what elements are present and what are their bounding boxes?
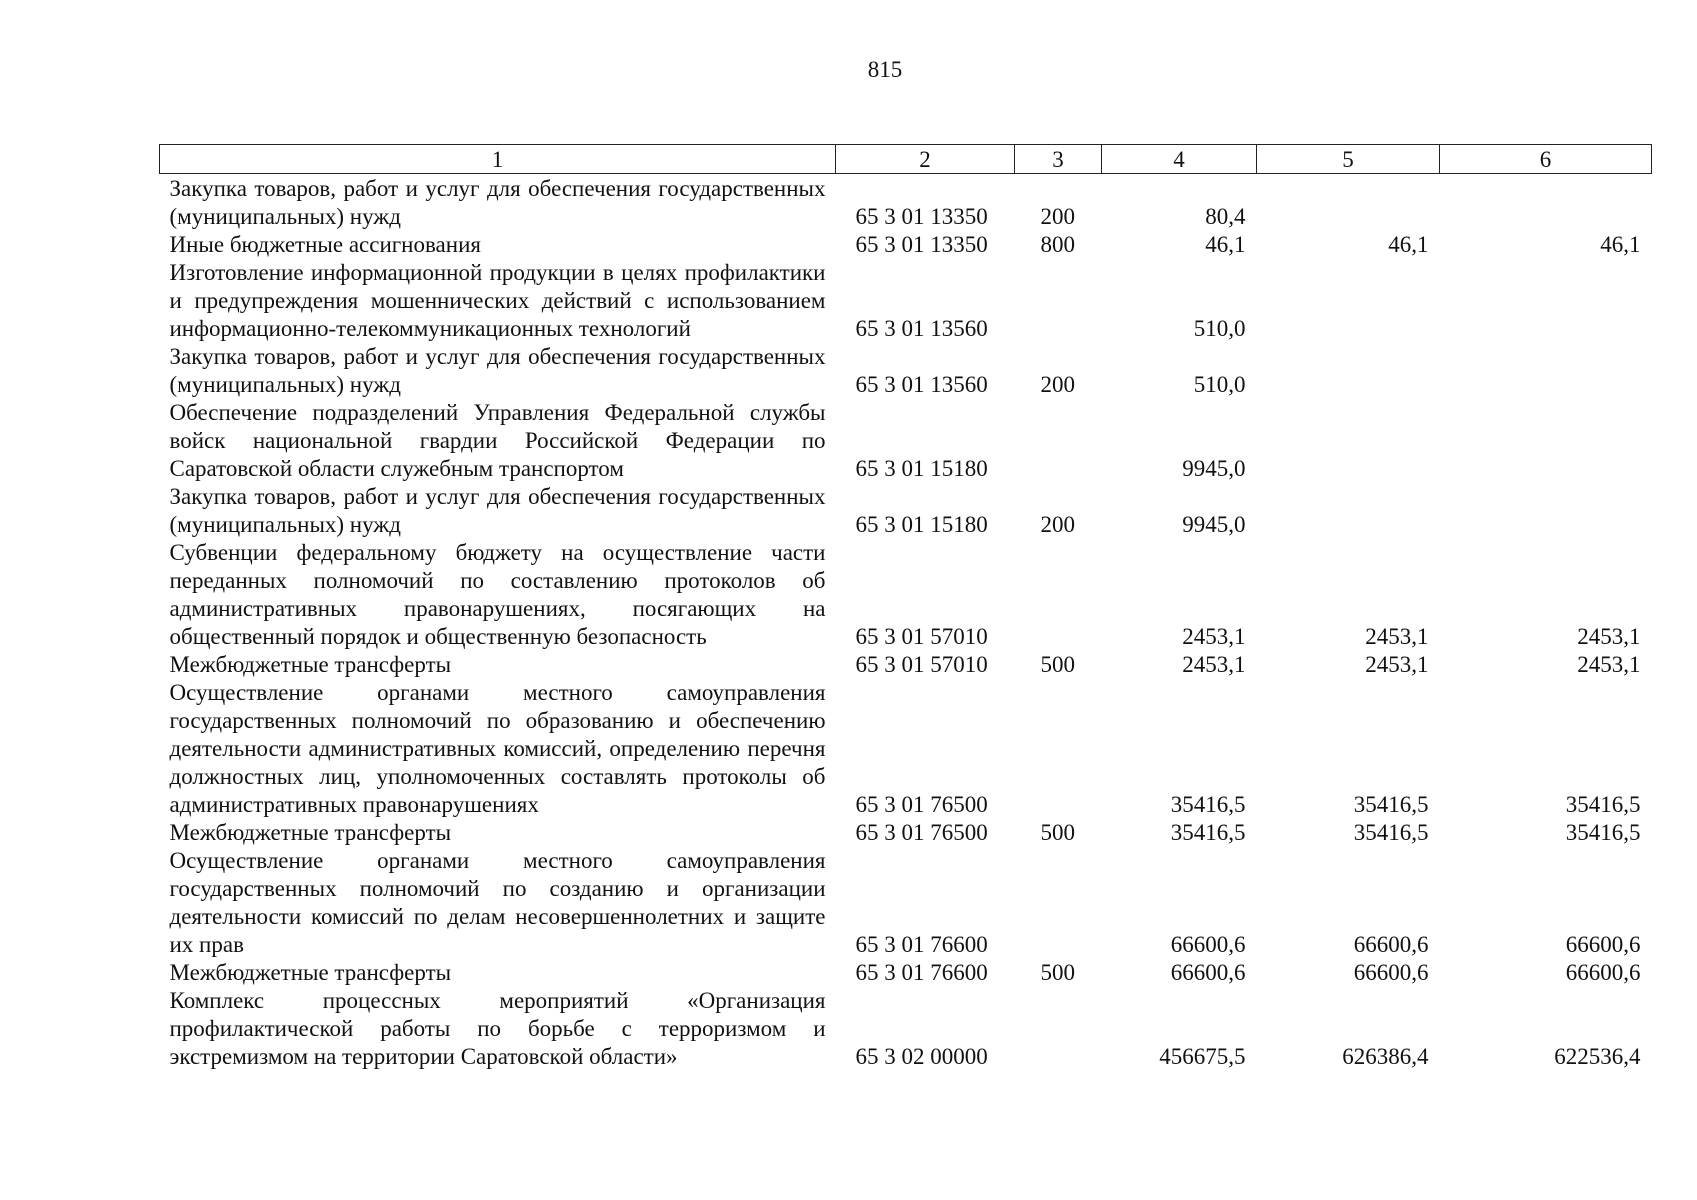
row-code: 65 3 01 15180 xyxy=(855,456,988,481)
row-expense-type: 500 xyxy=(1040,960,1075,985)
row-name: Закупка товаров, работ и услуг для обеспечения государственных (муниципальных) нужд xyxy=(169,484,826,537)
header-col-3: 3 xyxy=(1015,145,1102,174)
header-row xyxy=(160,145,1652,174)
row-value-col6: 622536,4 xyxy=(1554,1044,1641,1069)
row-name: Комплекс процессных мероприятий «Организация профилактической работы по борьбе с терроризмом и экстремизмом на территории Саратовской области» xyxy=(169,988,826,1069)
table-row xyxy=(160,343,1652,399)
table-row xyxy=(160,399,1652,483)
row-value-col6 xyxy=(1440,174,1652,232)
row-value-col6: 66600,6 xyxy=(1565,960,1641,985)
table-row xyxy=(160,174,1652,232)
header-col-2: 2 xyxy=(836,145,1015,174)
row-value-col4: 66600,6 xyxy=(1170,932,1246,957)
table-row xyxy=(160,231,1652,259)
row-name: Межбюджетные трансферты xyxy=(169,960,452,985)
row-expense-type: 500 xyxy=(1040,652,1075,677)
row-value-col5 xyxy=(1257,343,1440,399)
header-col-5: 5 xyxy=(1257,145,1440,174)
row-code: 65 3 01 76600 xyxy=(855,960,988,985)
row-expense-type xyxy=(1015,539,1102,651)
row-value-col4: 80,4 xyxy=(1205,204,1246,229)
row-value-col5: 46,1 xyxy=(1388,232,1429,257)
row-value-col4: 2453,1 xyxy=(1182,624,1246,649)
row-value-col5: 2453,1 xyxy=(1365,624,1429,649)
row-value-col5: 66600,6 xyxy=(1353,932,1429,957)
row-value-col5 xyxy=(1257,259,1440,343)
row-expense-type xyxy=(1015,847,1102,959)
row-value-col5: 35416,5 xyxy=(1353,792,1429,817)
row-name: Субвенции федеральному бюджету на осуществление части переданных полномочий по составлению протоколов об административных правонарушениях, посягающих на общественный порядок и общественную безопасность xyxy=(169,540,826,649)
row-expense-type xyxy=(1015,679,1102,819)
table-row xyxy=(160,847,1652,959)
row-name: Межбюджетные трансферты xyxy=(169,652,452,677)
row-value-col5 xyxy=(1257,174,1440,232)
row-name: Межбюджетные трансферты xyxy=(169,820,452,845)
row-value-col6: 2453,1 xyxy=(1577,652,1641,677)
row-name: Осуществление органами местного самоуправления государственных полномочий по созданию и организации деятельности комиссий по делам несовершеннолетних и защите их прав xyxy=(169,848,826,957)
row-value-col6 xyxy=(1440,259,1652,343)
table-body xyxy=(160,174,1652,1072)
header-col-1: 1 xyxy=(160,145,836,174)
row-value-col4: 35416,5 xyxy=(1170,820,1246,845)
row-value-col6: 2453,1 xyxy=(1577,624,1641,649)
row-expense-type: 200 xyxy=(1040,204,1075,229)
row-value-col4: 66600,6 xyxy=(1170,960,1246,985)
row-value-col4: 510,0 xyxy=(1193,316,1246,341)
row-code: 65 3 01 15180 xyxy=(855,512,988,537)
row-value-col6: 46,1 xyxy=(1600,232,1641,257)
row-value-col5: 626386,4 xyxy=(1342,1044,1429,1069)
row-value-col4: 9945,0 xyxy=(1182,456,1246,481)
row-code: 65 3 01 57010 xyxy=(855,652,988,677)
page-number: 815 xyxy=(867,57,903,82)
row-name: Иные бюджетные ассигнования xyxy=(169,232,481,257)
table-row xyxy=(160,819,1652,847)
row-value-col6: 35416,5 xyxy=(1565,820,1641,845)
row-code: 65 3 01 13350 xyxy=(855,232,988,257)
row-code: 65 3 02 00000 xyxy=(855,1044,988,1069)
row-expense-type: 800 xyxy=(1040,232,1075,257)
row-value-col6: 66600,6 xyxy=(1565,932,1641,957)
row-name: Обеспечение подразделений Управления Федеральной службы войск национальной гвардии Российской Федерации по Саратовской области служебным транспортом xyxy=(169,400,826,481)
row-value-col5 xyxy=(1257,399,1440,483)
table-row xyxy=(160,483,1652,539)
row-value-col5: 66600,6 xyxy=(1353,960,1429,985)
row-value-col6: 35416,5 xyxy=(1565,792,1641,817)
row-code: 65 3 01 57010 xyxy=(855,624,988,649)
row-name: Закупка товаров, работ и услуг для обеспечения государственных (муниципальных) нужд xyxy=(169,176,826,229)
row-code: 65 3 01 76500 xyxy=(855,820,988,845)
row-expense-type xyxy=(1015,399,1102,483)
row-value-col4: 46,1 xyxy=(1205,232,1246,257)
row-value-col5 xyxy=(1257,483,1440,539)
row-code: 65 3 01 13560 xyxy=(855,372,988,397)
header-col-4: 4 xyxy=(1102,145,1257,174)
row-code: 65 3 01 76500 xyxy=(855,792,988,817)
row-value-col5: 35416,5 xyxy=(1353,820,1429,845)
row-value-col5: 2453,1 xyxy=(1365,652,1429,677)
table-row xyxy=(160,959,1652,987)
row-value-col6 xyxy=(1440,343,1652,399)
table-row xyxy=(160,259,1652,343)
row-code: 65 3 01 13560 xyxy=(855,316,988,341)
row-expense-type: 200 xyxy=(1040,372,1075,397)
table-header xyxy=(160,145,1652,174)
row-value-col4: 510,0 xyxy=(1193,372,1246,397)
row-value-col6 xyxy=(1440,399,1652,483)
header-col-6: 6 xyxy=(1440,145,1652,174)
row-expense-type xyxy=(1015,259,1102,343)
row-value-col6 xyxy=(1440,483,1652,539)
row-name: Закупка товаров, работ и услуг для обеспечения государственных (муниципальных) нужд xyxy=(169,344,826,397)
row-value-col4: 2453,1 xyxy=(1182,652,1246,677)
row-expense-type: 500 xyxy=(1040,820,1075,845)
row-value-col4: 35416,5 xyxy=(1170,792,1246,817)
budget-table xyxy=(159,144,1652,1071)
table-row xyxy=(160,651,1652,679)
row-value-col4: 456675,5 xyxy=(1159,1044,1246,1069)
table-row xyxy=(160,679,1652,819)
row-name: Осуществление органами местного самоуправления государственных полномочий по образованию и обеспечению деятельности административных комиссий, определению перечня должностных лиц, уполномоченных составлять протоколы об административных правонарушениях xyxy=(169,680,826,817)
table-row xyxy=(160,539,1652,651)
row-value-col4: 9945,0 xyxy=(1182,512,1246,537)
row-name: Изготовление информационной продукции в целях профилактики и предупреждения мошеннических действий с использованием информационно-телекоммуникационных технологий xyxy=(169,260,826,341)
row-expense-type: 200 xyxy=(1040,512,1075,537)
row-code: 65 3 01 76600 xyxy=(855,932,988,957)
row-expense-type xyxy=(1015,987,1102,1071)
row-code: 65 3 01 13350 xyxy=(855,204,988,229)
table-row xyxy=(160,987,1652,1071)
